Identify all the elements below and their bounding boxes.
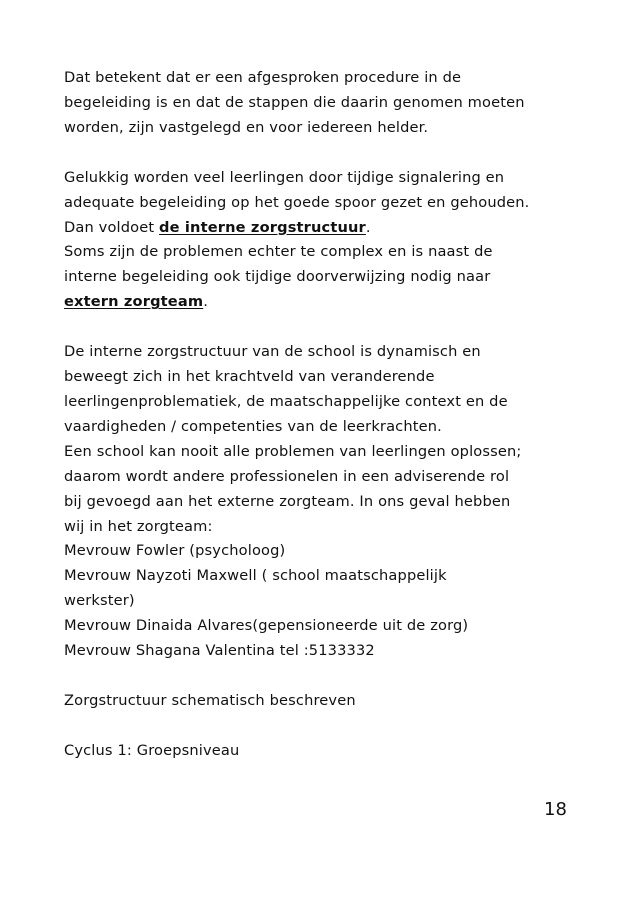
cycle-heading-block: [64, 739, 584, 764]
extern-zorgteam-link[interactable]: extern zorgteam: [64, 293, 204, 311]
text-line-with-link: [64, 290, 584, 315]
cycle-heading: Cyclus 1: Groepsniveau: [64, 741, 240, 759]
text-line: adequate begeleiding op het goede spoor gezet en gehouden.: [64, 193, 530, 211]
team-member-line: Mevrouw Nayzoti Maxwell ( school maatschappelijk: [64, 567, 447, 585]
text-line: Soms zijn de problemen echter te complex en is naast de: [64, 243, 493, 261]
paragraph-procedure: [64, 66, 584, 141]
text-line-with-link: [64, 216, 584, 241]
text-line: beweegt zich in het krachtveld van veranderende: [64, 368, 435, 386]
text-line: interne begeleiding ook tijdige doorverwijzing nodig naar: [64, 268, 491, 286]
text-line: De interne zorgstructuur van de school is dynamisch en: [64, 343, 481, 361]
interne-zorgstructuur-link[interactable]: de interne zorgstructuur: [159, 218, 366, 236]
team-member-line: Mevrouw Dinaida Alvares(gepensioneerde uit de zorg): [64, 617, 469, 635]
text-segment: .: [365, 218, 371, 236]
page-content: [64, 66, 584, 789]
team-member-line: Mevrouw Shagana Valentina tel :5133332: [64, 642, 375, 660]
text-line: Een school kan nooit alle problemen van leerlingen oplossen;: [64, 442, 522, 460]
paragraph-guidance: [64, 166, 584, 315]
text-line: Dat betekent dat er een afgesproken procedure in de: [64, 69, 462, 86]
text-segment: .: [203, 293, 208, 311]
text-line: bij gevoegd aan het externe zorgteam. In ons geval hebben: [64, 492, 511, 510]
text-line: daarom wordt andere professionelen in een adviserende rol: [64, 467, 510, 485]
text-line: wij in het zorgteam:: [64, 517, 213, 535]
team-member-line: Mevrouw Fowler (psycholoog): [64, 542, 286, 560]
section-heading: Zorgstructuur schematisch beschreven: [64, 691, 356, 709]
text-line: worden, zijn vastgelegd en voor iedereen helder.: [64, 118, 429, 136]
team-member-line: werkster): [64, 592, 135, 610]
text-line: leerlingenproblematiek, de maatschappelijke context en de: [64, 392, 508, 410]
text-line: vaardigheden / competenties van de leerkrachten.: [64, 417, 442, 435]
paragraph-care-structure: [64, 340, 584, 664]
text-segment: Dan voldoet: [64, 218, 160, 236]
text-line: Gelukkig worden veel leerlingen door tijdige signalering en: [64, 168, 505, 186]
text-line: begeleiding is en dat de stappen die daarin genomen moeten: [64, 93, 525, 111]
section-heading-block: [64, 689, 584, 714]
page-number: 18: [544, 799, 567, 820]
